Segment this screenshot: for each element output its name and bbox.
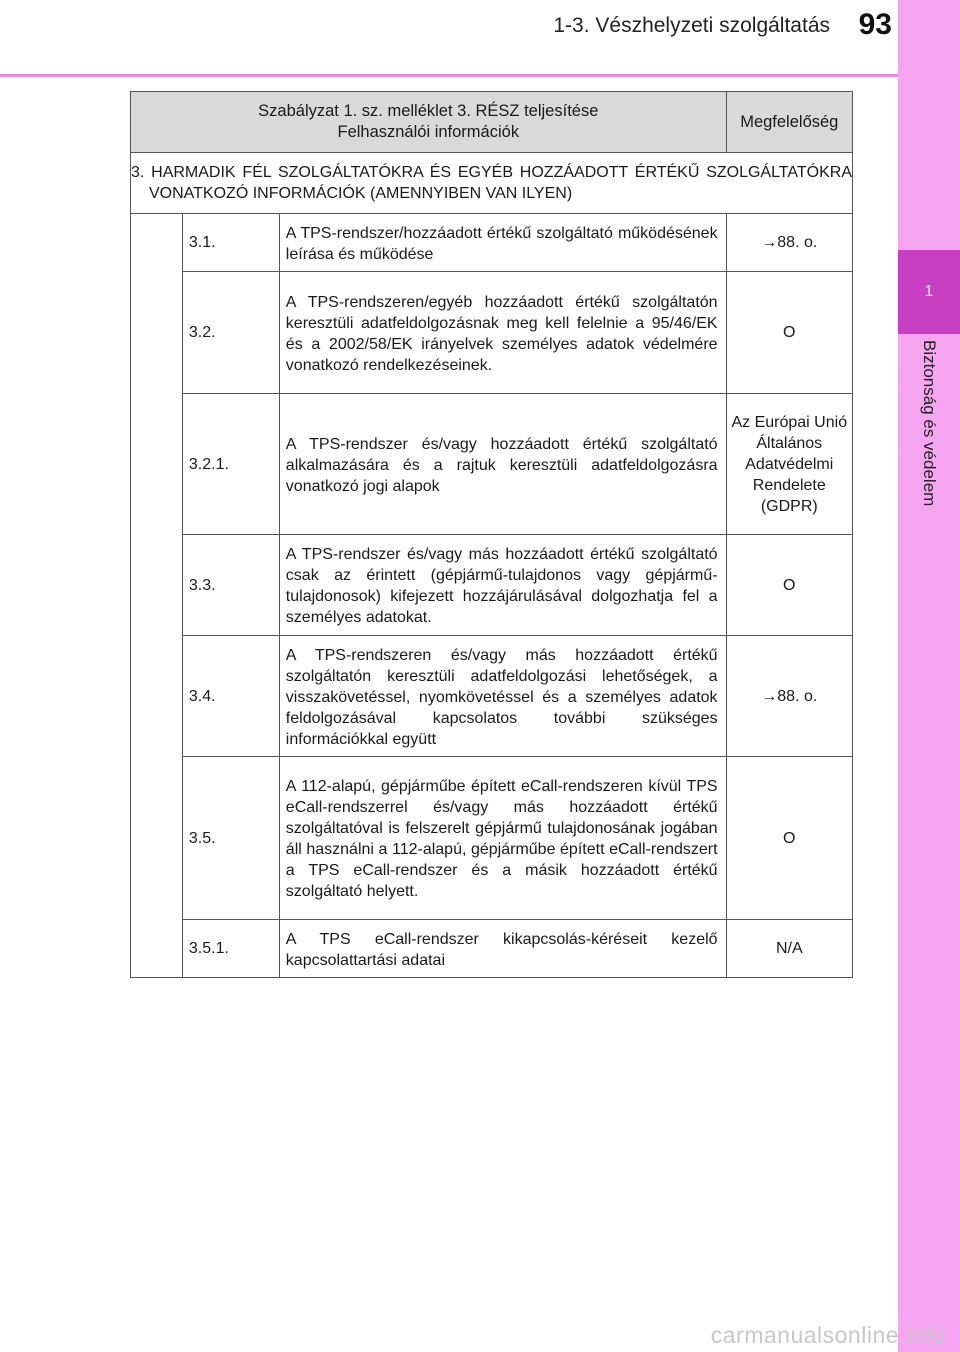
header-main [131,92,727,153]
regulation-table [130,91,853,978]
chapter-title-label [874,330,960,550]
section-heading-cell [131,153,853,214]
table-row [131,920,853,978]
row-description: A TPS-rendszer és/vagy más hozzáadott értékű szolgáltató csak az érintett (gépjármű-tulajdonos vagy gépjármű-tulajdonosok) kifejezett hozzájárulásával dolgozhatja fel a személyes adatokat. [279,535,726,636]
table-row [131,757,853,920]
row-number: 3.1. [182,214,279,272]
row-description: A TPS-rendszeren és/vagy más hozzáadott értékű szolgáltatón keresztüli adatfeldolgozási lehetőségek, a visszakövetéssel, nyomkövetéssel és a személyes adatok feldolgozásával kapcsolatos további szükséges információkkal együtt [279,636,726,757]
row-conformity: O [726,535,852,636]
header-divider [0,74,898,77]
row-conformity: →88. o. [726,636,852,757]
table-header-row [131,92,853,153]
page-number: 93 [858,8,892,41]
row-number: 3.3. [182,535,279,636]
header-main-line1: Szabályzat 1. sz. melléklet 3. RÉSZ teljesítése [258,102,599,120]
section-heading-row [131,153,853,214]
row-conformity: →88. o. [726,214,852,272]
row-description: A TPS-rendszer/hozzáadott értékű szolgáltató működésének leírása és működése [279,214,726,272]
row-conformity: N/A [726,920,852,978]
table-row [131,535,853,636]
table-row [131,272,853,394]
section-heading: 3. HARMADIK FÉL SZOLGÁLTATÓKRA ÉS EGYÉB HOZZÁADOTT ÉRTÉKŰ SZOLGÁLTATÓKRA VONATKOZÓ INFORMÁCIÓK (AMENNYIBEN VAN ILYEN) [131,164,852,202]
row-conformity: O [726,757,852,920]
row-conformity: O [726,272,852,394]
row-conformity: Az Európai Unió Általános Adatvédelmi Rendelete (GDPR) [726,394,852,535]
watermark-logo[interactable]: carmanualsonline.info [710,1322,945,1348]
row-number: 3.2.1. [182,394,279,535]
row-description: A TPS-rendszer és/vagy hozzáadott értékű szolgáltató alkalmazására és a rajtuk keresztüli adatfeldolgozásra vonatkozó jogi alapok [279,394,726,535]
table-row [131,394,853,535]
row-number: 3.4. [182,636,279,757]
row-description: A 112-alapú, gépjárműbe épített eCall-rendszeren kívül TPS eCall-rendszerrel és/vagy más hozzáadott értékű szolgáltatóval is felszerelt gépjármű tulajdonosának jogában áll használni a 112-alapú, gépjárműbe épített eCall-rendszert a TPS eCall-rendszer és a másik hozzáadott értékű szolgáltató helyett. [279,757,726,920]
side-tab-strip [898,0,960,1352]
row-description: A TPS eCall-rendszer kikapcsolás-kéréseit kezelő kapcsolattartási adatai [279,920,726,978]
table-row [131,214,853,272]
indent-cell [131,214,183,978]
row-number: 3.2. [182,272,279,394]
row-description: A TPS-rendszeren/egyéb hozzáadott értékű szolgáltatón keresztüli adatfeldolgozásnak meg kell felelnie a 95/46/EK és a 2002/58/EK irányelvek személyes adatok védelmére vonatkozó rendelkezéseinek. [279,272,726,394]
header-main-line2: Felhasználói információk [337,123,520,141]
chapter-title-text: Biztonság és védelem [920,340,939,507]
chapter-number-tab[interactable]: 1 [898,250,960,334]
row-number: 3.5.1. [182,920,279,978]
row-number: 3.5. [182,757,279,920]
section-title: 1-3. Vészhelyzeti szolgáltatás [553,14,830,37]
table-row [131,636,853,757]
header-conformity: Megfelelőség [726,92,852,153]
